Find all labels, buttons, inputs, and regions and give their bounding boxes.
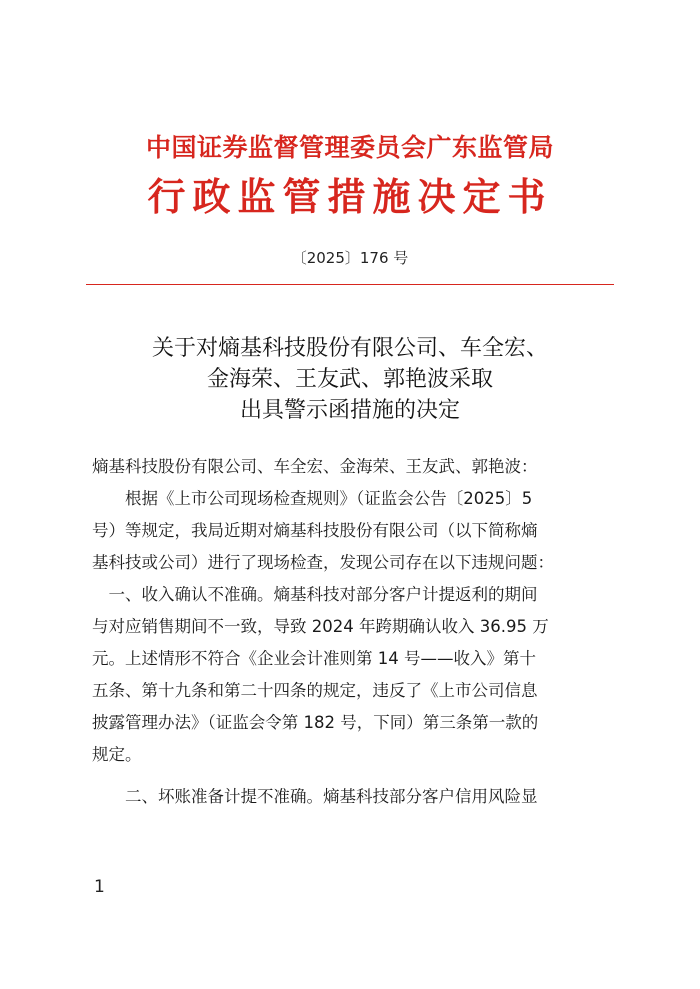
page-number: 1 <box>94 877 105 897</box>
body-line: 根据《上市公司现场检查规则》（证监会公告〔2025〕5 <box>92 489 533 508</box>
document-type-title: 行政监管措施决定书 <box>147 175 553 219</box>
body-line: 号）等规定，我局近期对熵基科技股份有限公司（以下简称熵 <box>92 521 538 540</box>
addressee-line: 熵基科技股份有限公司、车全宏、金海荣、王友武、郭艳波： <box>92 457 538 476</box>
subject-line: 出具警示函措施的决定 <box>239 398 460 423</box>
body-line: 规定。 <box>92 745 142 764</box>
body-line: 披露管理办法》（证监会令第 182 号，下同）第三条第一款的 <box>92 713 539 732</box>
body-line: 基科技或公司）进行了现场检查，发现公司存在以下违规问题： <box>92 553 554 572</box>
body-line: 五条、第十九条和第二十四条的规定，违反了《上市公司信息 <box>92 681 538 700</box>
subject-line: 关于对熵基科技股份有限公司、车全宏、 <box>151 336 548 361</box>
subject-line: 金海荣、王友武、郭艳波采取 <box>206 367 493 392</box>
red-divider-line <box>86 284 614 285</box>
body-line: 一、收入确认不准确。熵基科技对部分客户计提返利的期间 <box>92 585 538 604</box>
decision-body <box>92 451 622 813</box>
body-line: 元。上述情形不符合《企业会计准则第 14 号——收入》第十 <box>92 649 536 668</box>
document-number: 〔2025〕176 号 <box>291 249 409 267</box>
body-line: 二、坏账准备计提不准确。熵基科技部分客户信用风险显 <box>92 787 538 806</box>
issuing-organization: 中国证券监督管理委员会广东监管局 <box>145 133 554 162</box>
body-line: 与对应销售期间不一致，导致 2024 年跨期确认收入 36.95 万 <box>92 617 549 636</box>
decision-subject <box>0 333 700 426</box>
